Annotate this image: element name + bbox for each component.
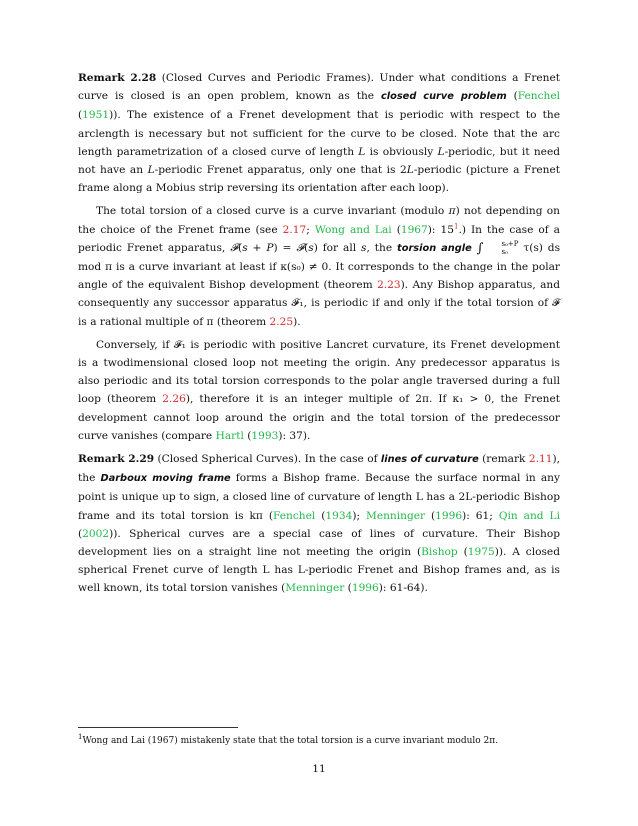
integral-limits xyxy=(483,240,518,256)
text-run: forms a Bishop frame. Because the surface normal in any point is unique up to sign, a closed line of curvature of length L has a 2L-periodic Bishop frame and its total torsion is kπ ( xyxy=(78,472,560,522)
math-var: L xyxy=(437,145,445,158)
text-run: )). The existence of a Frenet development that is periodic with respect to the arclength is necessary but not sufficient for the curve to be closed. Note that the arc length parametrization of a closed curve of length xyxy=(78,109,560,158)
math-var: 𝓕 xyxy=(230,241,239,254)
remark-title: (Closed Spherical Curves). xyxy=(157,453,302,466)
citation-link[interactable]: Hartl xyxy=(215,429,244,442)
citation-link[interactable]: Wong and Lai xyxy=(314,223,392,236)
citation-year-link[interactable]: 1951 xyxy=(82,109,110,122)
text-run: ) for all xyxy=(313,241,362,254)
math-var: 𝓕 xyxy=(296,241,305,254)
math-var: L xyxy=(358,145,366,158)
text-run: Under what conditions a Frenet curve is closed is an open problem, known as the xyxy=(78,72,560,103)
text-run: ( xyxy=(315,509,326,522)
footnote-mark-link[interactable]: 1 xyxy=(454,222,459,231)
math-var: π xyxy=(448,205,456,218)
theorem-ref-link[interactable]: 2.11 xyxy=(528,453,553,466)
page-number: 11 xyxy=(312,763,326,775)
remark-label: Remark 2.29 xyxy=(78,453,155,466)
footnote-text: Wong and Lai (1967) mistakenly state that the total torsion is a curve invariant modulo 2π. xyxy=(82,736,499,746)
paragraph-conversely xyxy=(78,336,560,445)
theorem-ref-link[interactable]: 2.25 xyxy=(269,315,294,328)
text-run: ), the xyxy=(78,453,560,485)
math-var: L xyxy=(147,164,155,177)
remark-2-28 xyxy=(78,69,560,197)
math-var: s xyxy=(361,241,367,254)
citation-year-link[interactable]: 2002 xyxy=(82,527,110,540)
text-run: ): 61-64). xyxy=(378,582,428,595)
text-run: ( xyxy=(243,429,252,442)
citation-link[interactable]: Fenchel xyxy=(272,509,316,522)
citation-year-link[interactable]: 1967 xyxy=(400,223,428,236)
text-run: τ(s) ds mod π is a curve invariant at least if κ(s₀) ≠ 0. It corresponds to the change in the polar angle of the equivalent Bishop development (theorem xyxy=(78,241,561,292)
text-run: ; xyxy=(306,223,315,236)
math-var: s xyxy=(308,241,314,254)
text-run: In the case of xyxy=(301,453,381,466)
citation-year-link[interactable]: 1996 xyxy=(435,509,463,522)
defined-term: torsion angle xyxy=(397,242,472,254)
integral-upper-limit: s₀+P xyxy=(501,239,519,248)
remark-2-29 xyxy=(78,450,560,598)
citation-year-link[interactable]: 1993 xyxy=(251,429,279,442)
citation-link[interactable]: Fenchel xyxy=(517,90,560,103)
paragraph-total-torsion xyxy=(78,202,560,330)
text-run: ) = xyxy=(273,241,297,254)
text-run: ( xyxy=(425,509,436,522)
citation-year-link[interactable]: 1996 xyxy=(351,582,379,595)
main-text xyxy=(78,69,560,603)
math-var: L xyxy=(406,164,414,177)
text-run: -periodic Frenet apparatus, only one that is 2 xyxy=(154,164,407,177)
text-run: Conversely, if 𝓕₁ is periodic with positive Lancret curvature, its Frenet development is a twodimensional closed loop not meeting the origin. Any predecessor apparatus is also periodic and its total torsion corresponds to the polar angle traversed during a full loop (theorem xyxy=(78,338,560,406)
text-run: )). Spherical curves are a special case of lines of curvature. Their Bishop development lies on a straight line not meeting the origin ( xyxy=(78,527,560,559)
text-run: ( xyxy=(78,527,83,540)
text-run: ( xyxy=(238,241,243,254)
text-run: ( xyxy=(391,223,401,236)
theorem-ref-link[interactable]: 2.26 xyxy=(162,393,186,406)
citation-link[interactable]: Qin and Li xyxy=(498,509,560,522)
remark-title: (Closed Curves and Periodic Frames). xyxy=(161,72,374,84)
math-var: P xyxy=(266,241,274,254)
footnote xyxy=(78,735,560,748)
citation-link[interactable]: Bishop xyxy=(421,546,458,559)
math-var: s xyxy=(242,241,248,254)
footnote-divider xyxy=(78,727,238,728)
text-run: -periodic, but it need not have an xyxy=(78,145,560,177)
footnote-mark: 1 xyxy=(78,733,83,741)
text-run: -periodic (picture a Frenet frame along a Mobius strip reversing its orientation after each loop). xyxy=(78,164,561,195)
defined-term: closed curve problem xyxy=(380,91,507,103)
theorem-ref-link[interactable]: 2.23 xyxy=(377,279,401,292)
theorem-ref-link[interactable]: 2.17 xyxy=(282,223,307,236)
defined-term: Darboux moving frame xyxy=(100,473,231,485)
citation-link[interactable]: Menninger xyxy=(285,582,345,595)
remark-label: Remark 2.28 xyxy=(78,72,157,84)
text-run: (remark xyxy=(478,453,529,466)
text-run: ( xyxy=(506,90,518,103)
text-run: .) In the case of a periodic Frenet apparatus, xyxy=(78,223,560,254)
text-run: )). A closed spherical Frenet curve of length L has L-periodic Frenet and Bishop frames and, as is well known, its total torsion vanishes ( xyxy=(78,546,560,595)
text-run: + xyxy=(247,241,267,254)
defined-term: lines of curvature xyxy=(380,454,479,466)
text-run: ). xyxy=(293,315,301,328)
citation-year-link[interactable]: 1934 xyxy=(325,509,353,522)
text-run: ): 37). xyxy=(278,429,311,442)
text-run: is obviously xyxy=(365,145,438,158)
text-run: ( xyxy=(344,582,352,595)
text-run: , the xyxy=(366,241,398,254)
text-run: ). Any Bishop apparatus, and consequently any successor apparatus 𝓕₁, is periodic if and only if the total torsion of 𝓕 is a rational multiple of π (theorem xyxy=(78,279,560,328)
integral-sign: ∫ xyxy=(476,240,484,256)
text-run: ): 15 xyxy=(427,223,454,236)
text-run: ); xyxy=(352,509,366,522)
text-run: ): 61; xyxy=(462,509,499,522)
citation-link[interactable]: Menninger xyxy=(365,509,426,522)
text-run: The total torsion of a closed curve is a curve invariant (modulo xyxy=(96,205,449,218)
text-run: ( xyxy=(78,109,83,122)
integral-lower-limit: s₀ xyxy=(501,247,508,256)
text-run: ), therefore it is an integer multiple of 2π. If κ₁ > 0, the Frenet development cannot loop around the origin and the total torsion of the predecessor curve vanishes (compare xyxy=(78,393,560,442)
citation-year-link[interactable]: 1975 xyxy=(467,546,495,559)
text-run: ( xyxy=(304,241,309,254)
text-run: ) not depending on the choice of the Frenet frame (see xyxy=(78,205,560,236)
text-run: ( xyxy=(457,546,468,559)
